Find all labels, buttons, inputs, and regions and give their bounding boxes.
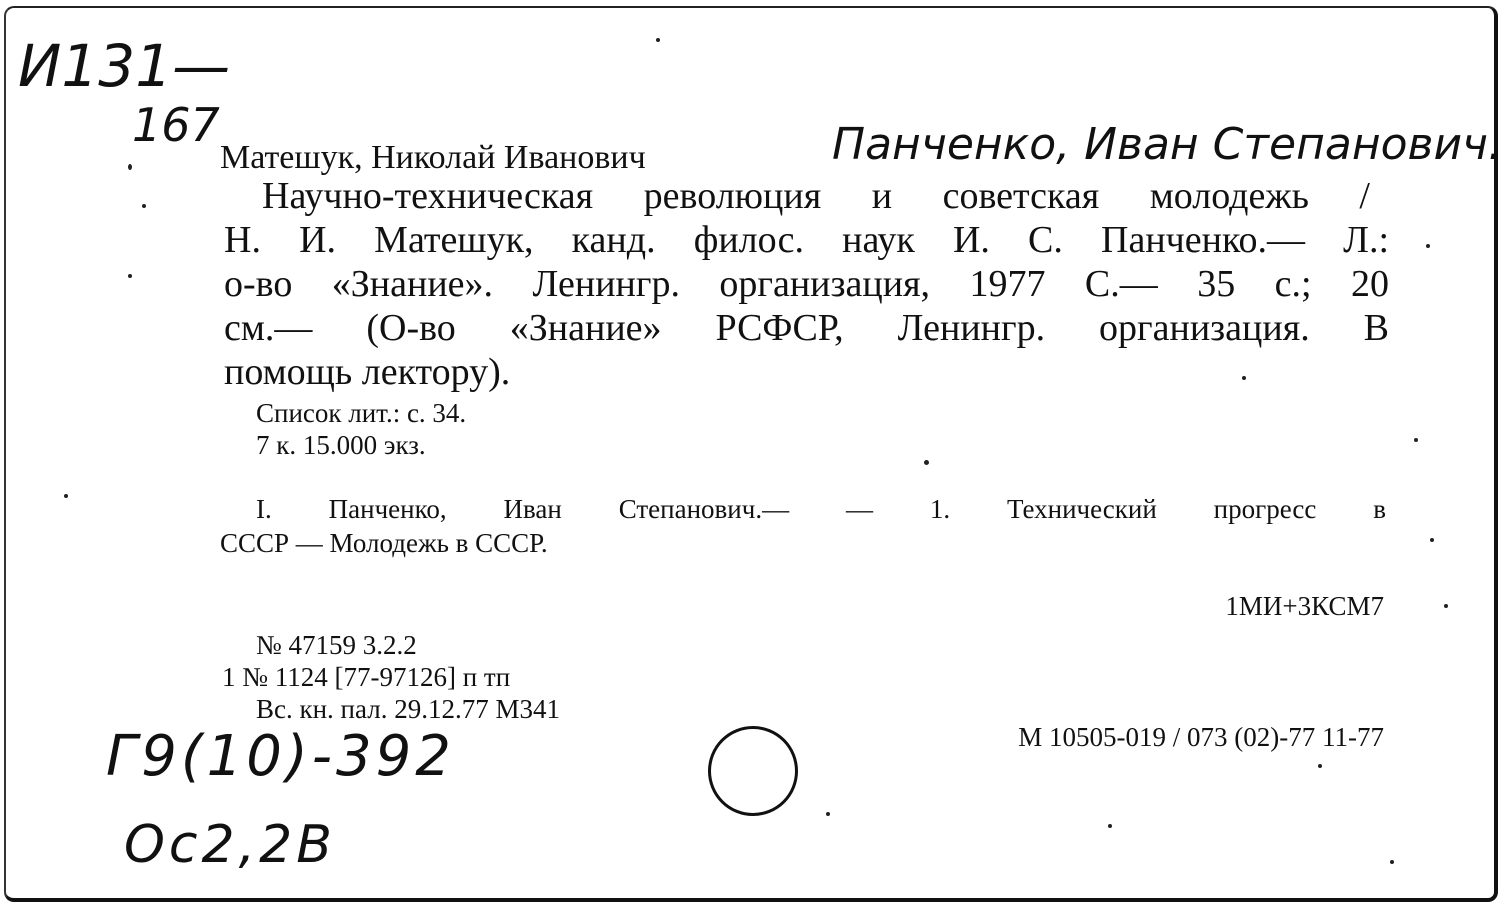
scan-speck (826, 812, 830, 816)
order-number: № 47159 3.2.2 (256, 630, 417, 660)
scan-speck (1318, 764, 1322, 768)
scan-speck (1430, 538, 1434, 542)
scan-speck (1242, 376, 1246, 380)
handwritten-call-number-top: И131— (18, 32, 231, 100)
classification-code: 1МИ+3КСМ7 (1225, 591, 1384, 621)
catalog-card (4, 6, 1503, 902)
handwritten-author-note: Панченко, Иван Степанович. (832, 119, 1503, 170)
scan-speck (142, 204, 146, 208)
description-line-1: Научно-техническая революция и советская молодежь / (262, 175, 1370, 217)
description-line-2: Н. И. Матешук, канд. филос. наук И. С. Панченко.— Л.: (224, 219, 1389, 261)
handwritten-call-number-bottom: 167 (132, 98, 220, 152)
catalog-code: М 10505-019 / 073 (02)-77 11-77 (1018, 722, 1384, 752)
punch-hole (708, 726, 798, 816)
bibliography-note: Список лит.: с. 34. (256, 398, 467, 428)
author-heading: Матешук, Николай Иванович (220, 139, 646, 176)
tracings-line-1: I. Панченко, Иван Степанович.— — 1. Технический прогресс в (256, 494, 1386, 524)
description-line-4: см.— (О-во «Знание» РСФСР, Ленингр. организация. В (224, 307, 1389, 349)
scan-speck (924, 460, 929, 465)
card-number: 1 № 1124 [77-97126] п тп (222, 662, 511, 692)
tracings-line-2: СССР — Молодежь в СССР. (220, 528, 548, 558)
scan-speck (64, 494, 68, 498)
scan-speck (1426, 244, 1430, 248)
scan-speck (1108, 824, 1112, 828)
scan-speck (128, 164, 132, 170)
scan-speck (1414, 438, 1418, 442)
scan-speck (1444, 604, 1448, 608)
scan-speck (1390, 860, 1394, 864)
handwritten-code-2: Ос2,2В (124, 815, 336, 875)
scan-speck (656, 38, 660, 42)
description-line-5: помощь лектору). (224, 351, 511, 393)
scan-speck (128, 274, 132, 278)
book-chamber-imprint: Вс. кн. пал. 29.12.77 М341 (256, 694, 560, 724)
price-and-print-run: 7 к. 15.000 экз. (256, 430, 426, 460)
handwritten-code-1: Г9(10)-392 (106, 724, 455, 789)
description-line-3: о-во «Знание». Ленингр. организация, 1977 С.— 35 с.; 20 (224, 263, 1389, 305)
